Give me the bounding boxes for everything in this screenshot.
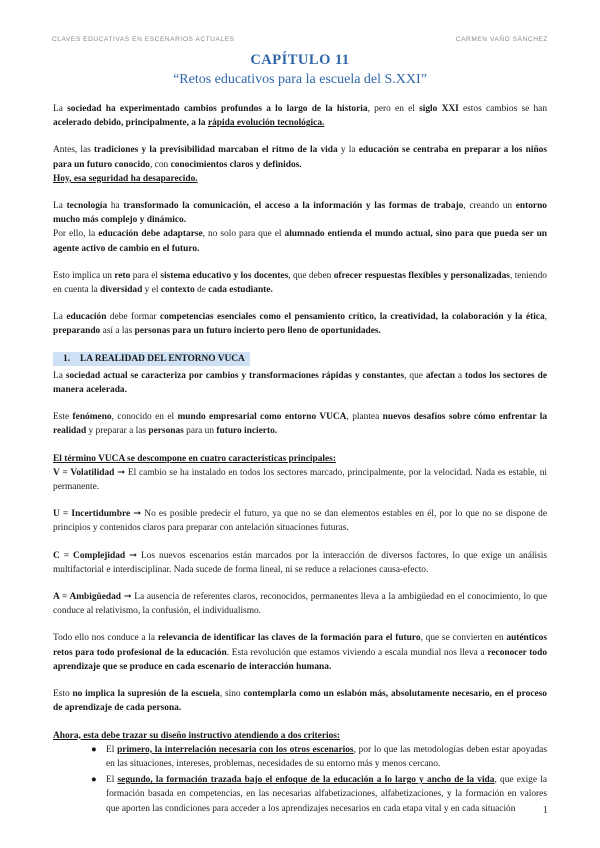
criteria-heading: Ahora, esta debe trazar su diseño instructivo atendiendo a dos criterios: — [53, 730, 341, 741]
paragraph-phenomenon: Este fenómeno, conocido en el mundo empresarial como entorno VUCA, plantea nuevos desafíos sobre cómo enfrentar la realidad y preparar a las personas para un futuro incierto. — [53, 412, 548, 437]
paragraph-competencies: La educación debe formar competencias esenciales como el pensamiento crítico, la creatividad, la colaboración y la ética, preparando así a las personas para un futuro incierto pero lleno de oportunidades. — [53, 312, 547, 337]
vuca-heading: El término VUCA se descompone en cuatro características principales: — [53, 453, 336, 464]
paragraph-school: Esto no implica la supresión de la escuela, sino contemplarla como un eslabón más, absolutamente necesario, en el proceso de aprendizaje de cada persona. — [53, 689, 547, 714]
bullet-icon: ● — [91, 775, 97, 786]
vuca-volatility: V = Volatilidad ➞ El cambio se ha instalado en todos los sectores marcado, principalmente, por la velocidad. Nada es estable, ni permanente. — [53, 467, 547, 493]
arrow-icon: ➞ — [117, 467, 126, 478]
chapter-title: CAPÍTULO 11 — [250, 52, 350, 68]
running-header-left: CLAVES EDUCATIVAS EN ESCENARIOS ACTUALES — [52, 36, 235, 43]
vuca-uncertainty: U = Incertidumbre ➞ No es posible predecir el futuro, ya que no se dan elementos estables en él, por lo que no se dispone de principios y contenidos claros para preparar con antelación situaciones futuras. — [53, 509, 547, 534]
document-body — [53, 102, 547, 818]
paragraph-traditions: Antes, las tradiciones y la previsibilidad marcaban el ritmo de la vida y la educación se centraba en preparar a los niños para un futuro conocido, con conocimientos claros y definidos. Hoy, esa seguridad ha desaparecido. — [53, 145, 547, 184]
running-header-right: CARMEN VAÑO SÁNCHEZ — [455, 36, 548, 43]
bullet-icon: ● — [91, 744, 97, 755]
paragraph-relevance: Todo ello nos conduce a la relevancia de identificar las claves de la formación para el futuro, que se convierten en auténticos retos para todo profesional de la educación. Esta revolución que estamos viviendo a escala mundial nos lleva a reconocer todo aprendizaje que se produce en cada escenario de interacción humana. — [53, 633, 548, 672]
vuca-ambiguity: A = Ambigüedad ➞ La ausencia de referentes claros, reconocidos, permanentes lleva a la ambigüedad en el conocimiento, lo que conduce al relativismo, la confusión, el individualismo. — [53, 592, 548, 617]
criteria-list — [53, 743, 547, 816]
paragraph-technology: La tecnología ha transformado la comunicación, el acceso a la información y las formas de trabajo, creando un entorno mucho más complejo y dinámico. Por ello, la educación debe adaptarse, no solo para que el alumnado entienda el mundo actual, sino para que pueda ser un agente activo de cambio en el futuro. — [53, 201, 548, 254]
paragraph-society: La sociedad actual se caracteriza por cambios y transformaciones rápidas y constantes, que afectan a todos los sectores de manera acelerada. — [53, 370, 547, 396]
page-number: 1 — [542, 804, 548, 816]
paragraph-intro: La sociedad ha experimentado cambios profundos a lo largo de la historia, pero en el siglo XXI estos cambios se han acelerado debido, principalmente, a la rápida evolución tecnológica. — [53, 104, 548, 129]
paragraph-challenge: Esto implica un reto para el sistema educativo y los docentes, que deben ofrecer respuestas flexibles y personalizadas, teniendo en cuenta la diversidad y el contexto de cada estudiante. — [53, 270, 547, 296]
title-block — [0, 52, 600, 88]
arrow-icon: ➞ — [133, 509, 142, 520]
vuca-complexity: C = Complejidad ➞ Los nuevos escenarios están marcados por la interacción de diversos factores, lo que exige un análisis multifactorial e interdisciplinar. Nada sucede de forma lineal, ni se reduce a relaciones causa-efecto. — [53, 550, 548, 575]
chapter-subtitle: “Retos educativos para la escuela del S.XXI” — [173, 72, 427, 87]
arrow-icon: ➞ — [129, 550, 137, 561]
section-heading-wrapper — [53, 350, 547, 369]
arrow-icon: ➞ — [123, 592, 132, 603]
list-item: ● El segundo, la formación trazada bajo el enfoque de la educación a lo largo y ancho de la vida, que exige la formación basada en competencias, en las necesarias alfabetizaciones, alfabetizaciones, y la formación en valores que aporten las condiciones para acceder a los aprendizajes necesarios en cada etapa vital y en cada situación — [91, 775, 547, 814]
list-item: ● El primero, la interrelación necesaria con los otros escenarios, por lo que las metodologías deben estar apoyadas en las situaciones, intereses, problemas, necesidades de su entorno más y menos cercano. — [91, 744, 547, 769]
section-heading-vuca: 1. LA REALIDAD DEL ENTORNO VUCA — [53, 352, 250, 366]
